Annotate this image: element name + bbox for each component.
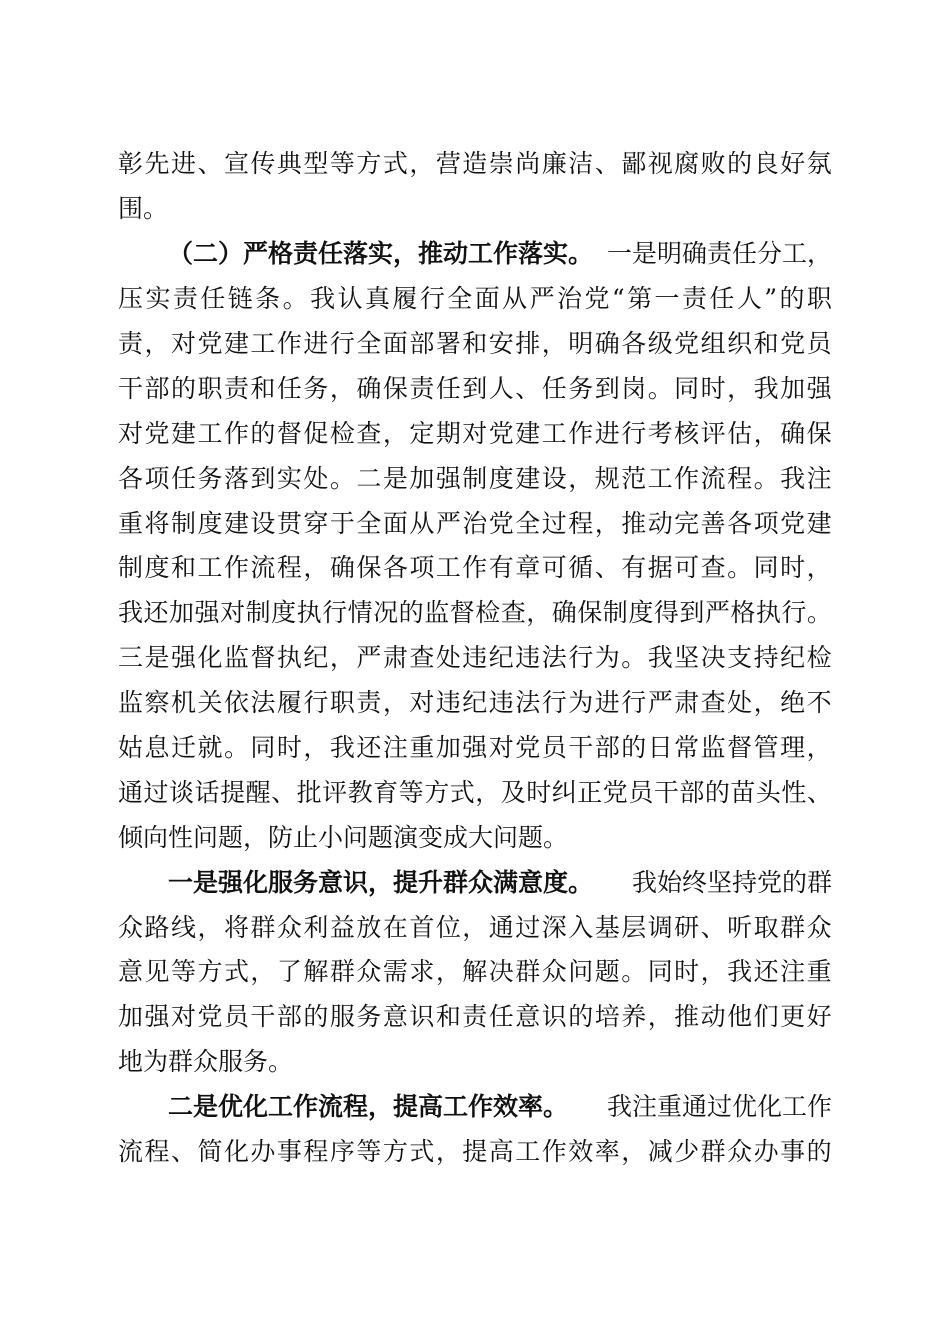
paragraph-lead-heading: 一是强化服务意识，提升群众满意度。 xyxy=(168,867,594,897)
line-text: 通 过 谈 话 提 醒 、 批 评 教 育 等 方 式 ， 及 时 纠 正 党 员 干 部 的 苗 头 性 、 xyxy=(118,777,832,807)
line-text: 我注重通过优化工作 xyxy=(606,1092,832,1122)
line-text: 姑 息 迁 就 。 同 时 ， 我 还 注 重 加 强 对 党 员 干 部 的 日 常 监 督 管 理 ， xyxy=(118,733,832,763)
line-text: 围。 xyxy=(118,194,169,224)
text-line xyxy=(118,411,832,456)
line-text: 对 党 建 工 作 的 督 促 检 查 ， 定 期 对 党 建 工 作 进 行 考 核 评 估 ， 确 保 xyxy=(118,418,832,448)
text-line xyxy=(118,591,832,636)
line-text: 三 是 强 化 监 督 执 纪 ， 严 肃 查 处 违 纪 违 法 行 为 。 我 坚 决 支 持 纪 检 xyxy=(118,643,832,673)
line-text: 地为群众服务。 xyxy=(118,1047,294,1077)
line-text: 压 实 责 任 链 条 。 我 认 真 履 行 全 面 从 严 治 党 “ 第 一 责 任 人 ” 的 职 xyxy=(118,284,832,314)
line-text: 倾向性问题，防止小问题演变成大问题。 xyxy=(118,822,569,852)
line-text: 加 强 对 党 员 干 部 的 服 务 意 识 和 责 任 意 识 的 培 养 ， 推 动 他 们 更 好 xyxy=(118,1002,832,1032)
text-line xyxy=(118,726,832,771)
line-text: 流 程 、 简 化 办 事 程 序 等 方 式 ， 提 高 工 作 效 率 ， 减 少 群 众 办 事 的 xyxy=(118,1137,832,1167)
text-line xyxy=(118,501,832,546)
line-text: 各 项 任 务 落 到 实 处 。 二 是 加 强 制 度 建 设 ， 规 范 工 作 流 程 。 我 注 xyxy=(118,463,832,493)
text-line xyxy=(118,277,832,322)
line-text: 彰 先 进 、 宣 传 典 型 等 方 式 ， 营 造 崇 尚 廉 洁 、 鄙 视 腐 败 的 良 好 氛 xyxy=(118,149,832,179)
text-line xyxy=(118,681,832,726)
text-line xyxy=(118,770,832,815)
text-line xyxy=(118,815,832,860)
line-text: 意 见 等 方 式 ， 了 解 群 众 需 求 ， 解 决 群 众 问 题 。 同 时 ， 我 还 注 重 xyxy=(118,957,832,987)
text-line xyxy=(118,142,832,187)
text-line xyxy=(118,636,832,681)
line-text: 监 察 机 关 依 法 履 行 职 责 ， 对 违 纪 违 法 行 为 进 行 严 肃 查 处 ， 绝 不 xyxy=(118,688,832,718)
line-text: 重 将 制 度 建 设 贯 穿 于 全 面 从 严 治 党 全 过 程 ， 推 动 完 善 各 项 党 建 xyxy=(118,508,832,538)
line-text: 责 ， 对 党 建 工 作 进 行 全 面 部 署 和 安 排 ， 明 确 各 级 党 组 织 和 党 员 xyxy=(118,329,832,358)
line-text: 制 度 和 工 作 流 程 ， 确 保 各 项 工 作 有 章 可 循 、 有 据 可 查 。 同 时 ， xyxy=(118,553,832,583)
paragraph-lead-heading: 二是优化工作流程，提高工作效率。 xyxy=(168,1092,569,1122)
line-text: 我始终坚持党的群 xyxy=(631,867,832,897)
text-line xyxy=(118,905,832,950)
text-line xyxy=(118,1130,832,1175)
text-line xyxy=(118,860,832,905)
text-line xyxy=(118,187,832,232)
text-line xyxy=(118,995,832,1040)
text-line xyxy=(118,456,832,501)
line-text: 众 路 线 ， 将 群 众 利 益 放 在 首 位 ， 通 过 深 入 基 层 调 研 、 听 取 群 众 xyxy=(118,912,832,942)
line-text: 干 部 的 职 责 和 任 务 ， 确 保 责 任 到 人 、 任 务 到 岗 。 同 时 ， 我 加 强 xyxy=(118,373,832,403)
text-line xyxy=(118,1085,832,1130)
text-line xyxy=(118,366,832,411)
document-page xyxy=(118,142,832,1174)
paragraph-lead-heading: （二）严格责任落实，推动工作落实。 xyxy=(168,239,594,269)
text-line xyxy=(118,1040,832,1085)
text-line xyxy=(118,546,832,591)
text-line xyxy=(118,950,832,995)
line-text: 我 还 加 强 对 制 度 执 行 情 况 的 监 督 检 查 ， 确 保 制 度 得 到 严 格 执 行 。 xyxy=(118,598,832,628)
text-line xyxy=(118,322,832,367)
line-text: 一是明确责任分工， xyxy=(606,239,832,269)
text-line xyxy=(118,232,832,277)
